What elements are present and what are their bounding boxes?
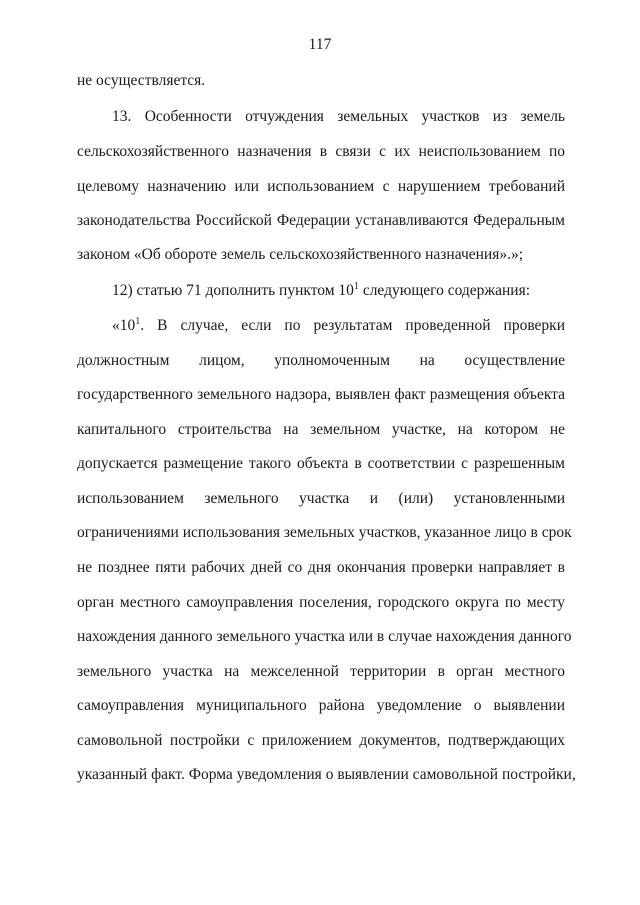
superscript: 1: [135, 316, 141, 327]
text-line: целевому назначению или использованием с нарушением требований: [77, 178, 565, 195]
text-line: ограничениями использования земельных участков, указанное лицо в срок: [77, 524, 572, 541]
text-span: «10: [112, 317, 136, 334]
superscript: 1: [353, 281, 359, 292]
page-number: 117: [308, 36, 332, 53]
text-line: государственного земельного надзора, выявлен факт размещения объекта: [77, 386, 565, 403]
text-line: допускается размещение такого объекта в соответствии с разрешенным: [77, 455, 565, 472]
text-line: указанный факт. Форма уведомления о выявлении самовольной постройки,: [77, 766, 576, 783]
text-span: . В случае, если по результатам проведенной проверки: [140, 317, 565, 334]
text-line: [112, 316, 565, 336]
text-span: следующего содержания:: [358, 282, 531, 299]
text-line: самовольной постройки с приложением документов, подтверждающих: [77, 732, 565, 749]
text-line: должностным лицом, уполномоченным на осуществление: [77, 352, 565, 369]
text-line: не осуществляется.: [77, 72, 206, 89]
text-line: законом «Об обороте земель сельскохозяйственного назначения».»;: [77, 246, 524, 263]
text-line: капитального строительства на земельном участке, на котором не: [77, 421, 565, 438]
text-line: законодательства Российской Федерации устанавливаются Федеральным: [77, 212, 565, 229]
text-line: сельскохозяйственного назначения в связи с их неиспользованием по: [77, 143, 565, 160]
text-line: нахождения данного земельного участка или в случае нахождения данного: [77, 628, 572, 645]
text-line: [112, 281, 565, 301]
text-line: не позднее пяти рабочих дней со дня окончания проверки направляет в: [77, 559, 565, 576]
text-line: земельного участка на межселенной территории в орган местного: [77, 663, 565, 680]
text-line: использованием земельного участка и (или) установленными: [77, 490, 565, 507]
text-line: 13. Особенности отчуждения земельных участков из земель: [112, 108, 565, 125]
text-line: самоуправления муниципального района уведомление о выявлении: [77, 697, 565, 714]
text-line: орган местного самоуправления поселения, городского округа по месту: [77, 594, 565, 611]
text-span: 12) статью 71 дополнить пунктом 10: [112, 282, 354, 299]
